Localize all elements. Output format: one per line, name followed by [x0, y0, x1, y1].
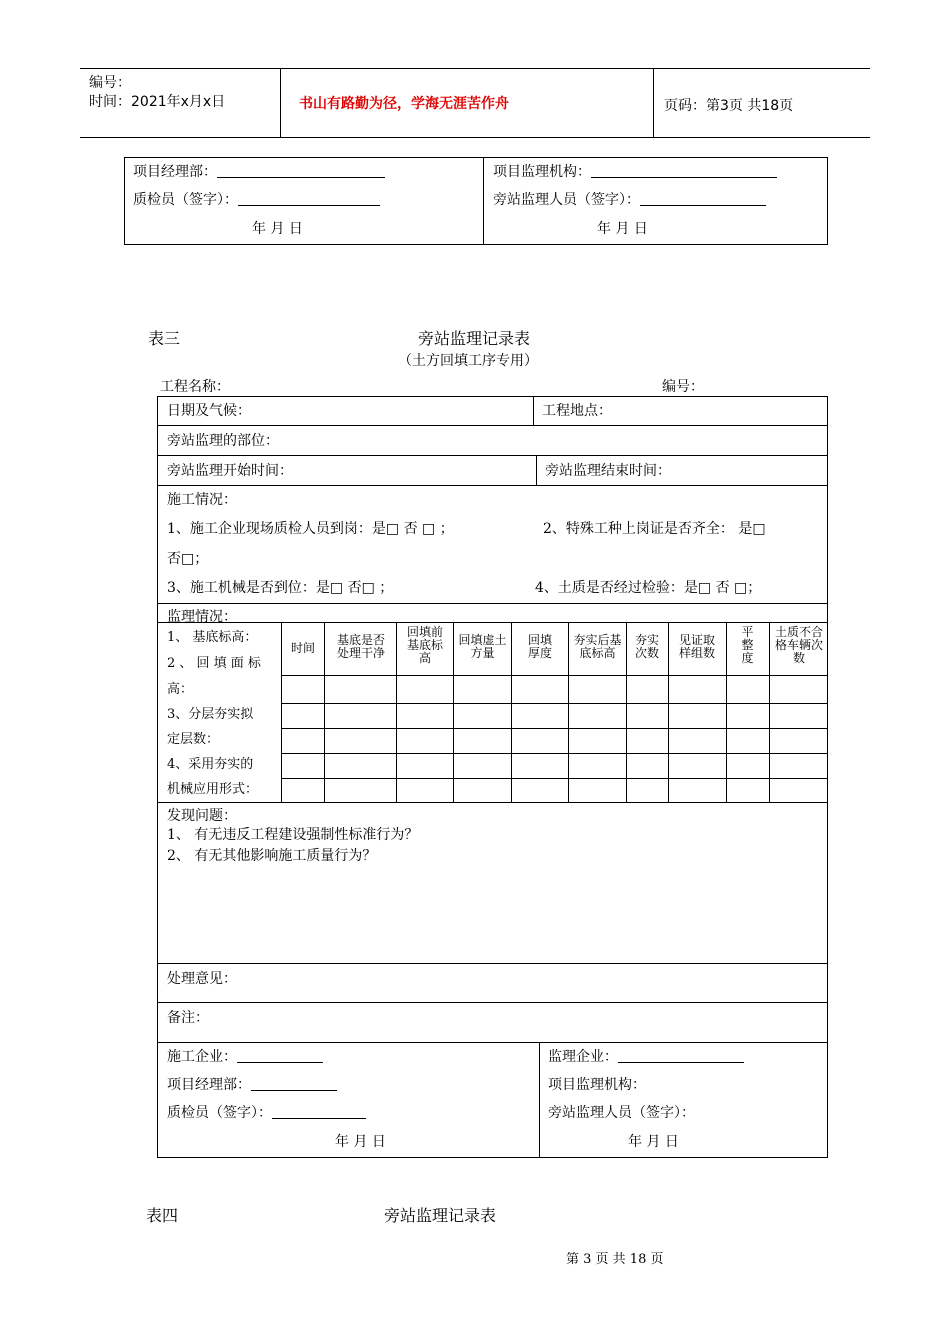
- pm-dept: 项目经理部：: [167, 1074, 337, 1094]
- grid-col: [769, 622, 770, 802]
- date-left: 年 月 日: [335, 1134, 386, 1150]
- row-line: [157, 485, 828, 486]
- problem-1: 1、 有无违反工程建设强制性标准行为？: [167, 827, 419, 843]
- row-line: [157, 455, 828, 456]
- grid-col: [396, 622, 397, 802]
- problems-title: 发现问题：: [167, 808, 237, 824]
- grid-header: 见证取样组数: [678, 633, 715, 660]
- supervisor-sign: 旁站监理人员（签字）：: [548, 1105, 695, 1121]
- grid-row: [281, 753, 828, 754]
- construction-line3b: 4、土质是否经过检验：是□ 否 □；: [535, 580, 762, 596]
- grid-col: [511, 622, 512, 802]
- construction-line2: 否□；: [167, 551, 209, 567]
- top-supervisor: 旁站监理人员（签字）：: [493, 189, 766, 209]
- top-pm-dept: 项目经理部：: [133, 161, 385, 181]
- grid-header: 土质不合格车辆次数: [774, 625, 823, 665]
- construction-line1a: 1、施工企业现场质检人员到岗：是□ 否 □ ；: [167, 521, 454, 537]
- supervision-org: 项目监理机构：: [548, 1077, 646, 1093]
- problem-2: 2、 有无其他影响施工质量行为？: [167, 848, 377, 864]
- construction-line3a: 3、施工机械是否到位：是□ 否□ ；: [167, 580, 394, 596]
- row-line: [157, 622, 828, 623]
- grid-header: 回填前基底标高: [406, 625, 443, 665]
- row-line: [157, 603, 828, 604]
- opinion: 处理意见：: [167, 971, 237, 987]
- top-qc: 质检员（签字）：: [133, 189, 380, 209]
- part: 旁站监理的部位：: [167, 433, 279, 449]
- date-weather: 日期及气候：: [167, 403, 251, 419]
- start-time: 旁站监理开始时间：: [167, 463, 293, 479]
- contractor: 施工企业：: [167, 1046, 323, 1066]
- divider: [539, 1042, 540, 1158]
- left-item: 1、 基底标高：: [167, 630, 258, 645]
- header-motto-cell: [281, 69, 654, 137]
- left-item: 机械应用形式：: [167, 782, 259, 797]
- grid-col: [324, 622, 325, 802]
- header-meta-cell: [80, 69, 281, 137]
- grid-header: 基底是否处理干净: [336, 633, 385, 660]
- left-item: 2 、 回 填 面 标: [167, 656, 261, 671]
- grid-header: 回填厚度: [527, 633, 552, 660]
- divider: [533, 396, 534, 425]
- divider: [536, 455, 537, 485]
- table4-label: 表四: [146, 1206, 179, 1225]
- supervision-title: 监理情况：: [167, 609, 237, 625]
- grid-col: [726, 622, 727, 802]
- left-item: 定层数：: [167, 732, 220, 747]
- table3-title: 旁站监理记录表: [418, 329, 531, 348]
- supervision-company: 监理企业：: [548, 1046, 744, 1066]
- table3-subtitle: （土方回填工序专用）: [398, 353, 538, 369]
- qc-sign: 质检员（签字）：: [167, 1102, 366, 1122]
- left-item: 4、采用夯实的: [167, 757, 254, 772]
- top-date-left: 年 月 日: [252, 221, 303, 237]
- remarks: 备注：: [167, 1010, 209, 1026]
- grid-header: 夯实次数: [634, 633, 659, 660]
- motto: 书山有路勤为径，学海无涯苦作舟: [299, 96, 509, 112]
- grid-row: [281, 675, 828, 676]
- row-line: [157, 802, 828, 803]
- grid-col: [626, 622, 627, 802]
- divider: [483, 157, 484, 245]
- number-label: 编号：: [89, 75, 131, 91]
- page-header: [80, 68, 870, 138]
- end-time: 旁站监理结束时间：: [545, 463, 671, 479]
- grid-col: [668, 622, 669, 802]
- grid-row: [281, 778, 828, 779]
- table3-label: 表三: [148, 329, 181, 348]
- grid-row: [281, 703, 828, 704]
- number-label-t3: 编号：: [662, 379, 704, 395]
- grid-header: 回填虚土方量: [458, 633, 507, 660]
- header-page-cell: [654, 69, 870, 137]
- table4-title: 旁站监理记录表: [384, 1206, 497, 1225]
- row-line: [157, 963, 828, 964]
- left-item: 高：: [167, 682, 194, 697]
- row-line: [157, 425, 828, 426]
- top-date-right: 年 月 日: [597, 221, 648, 237]
- grid-header: 平整度: [741, 625, 754, 665]
- time-label: 时间：2021年x月x日: [89, 94, 226, 110]
- grid-row: [281, 728, 828, 729]
- grid-header: 时间: [290, 641, 315, 655]
- project-name-label: 工程名称：: [160, 379, 230, 395]
- top-supervision-org: 项目监理机构：: [493, 161, 777, 181]
- row-line: [157, 1042, 828, 1043]
- grid-header: 夯实后基底标高: [573, 633, 622, 660]
- left-item: 3、分层夯实拟: [167, 707, 254, 722]
- page-label: 页码：第3页 共18页: [664, 98, 794, 114]
- table3-box: [157, 396, 828, 1158]
- location: 工程地点：: [542, 403, 612, 419]
- construction-line1b: 2、特殊工种上岗证是否齐全： 是□: [543, 521, 766, 537]
- date-right: 年 月 日: [628, 1134, 679, 1150]
- construction-title: 施工情况：: [167, 492, 237, 508]
- row-line: [157, 1002, 828, 1003]
- page-footer: 第 3 页 共 18 页: [566, 1252, 664, 1267]
